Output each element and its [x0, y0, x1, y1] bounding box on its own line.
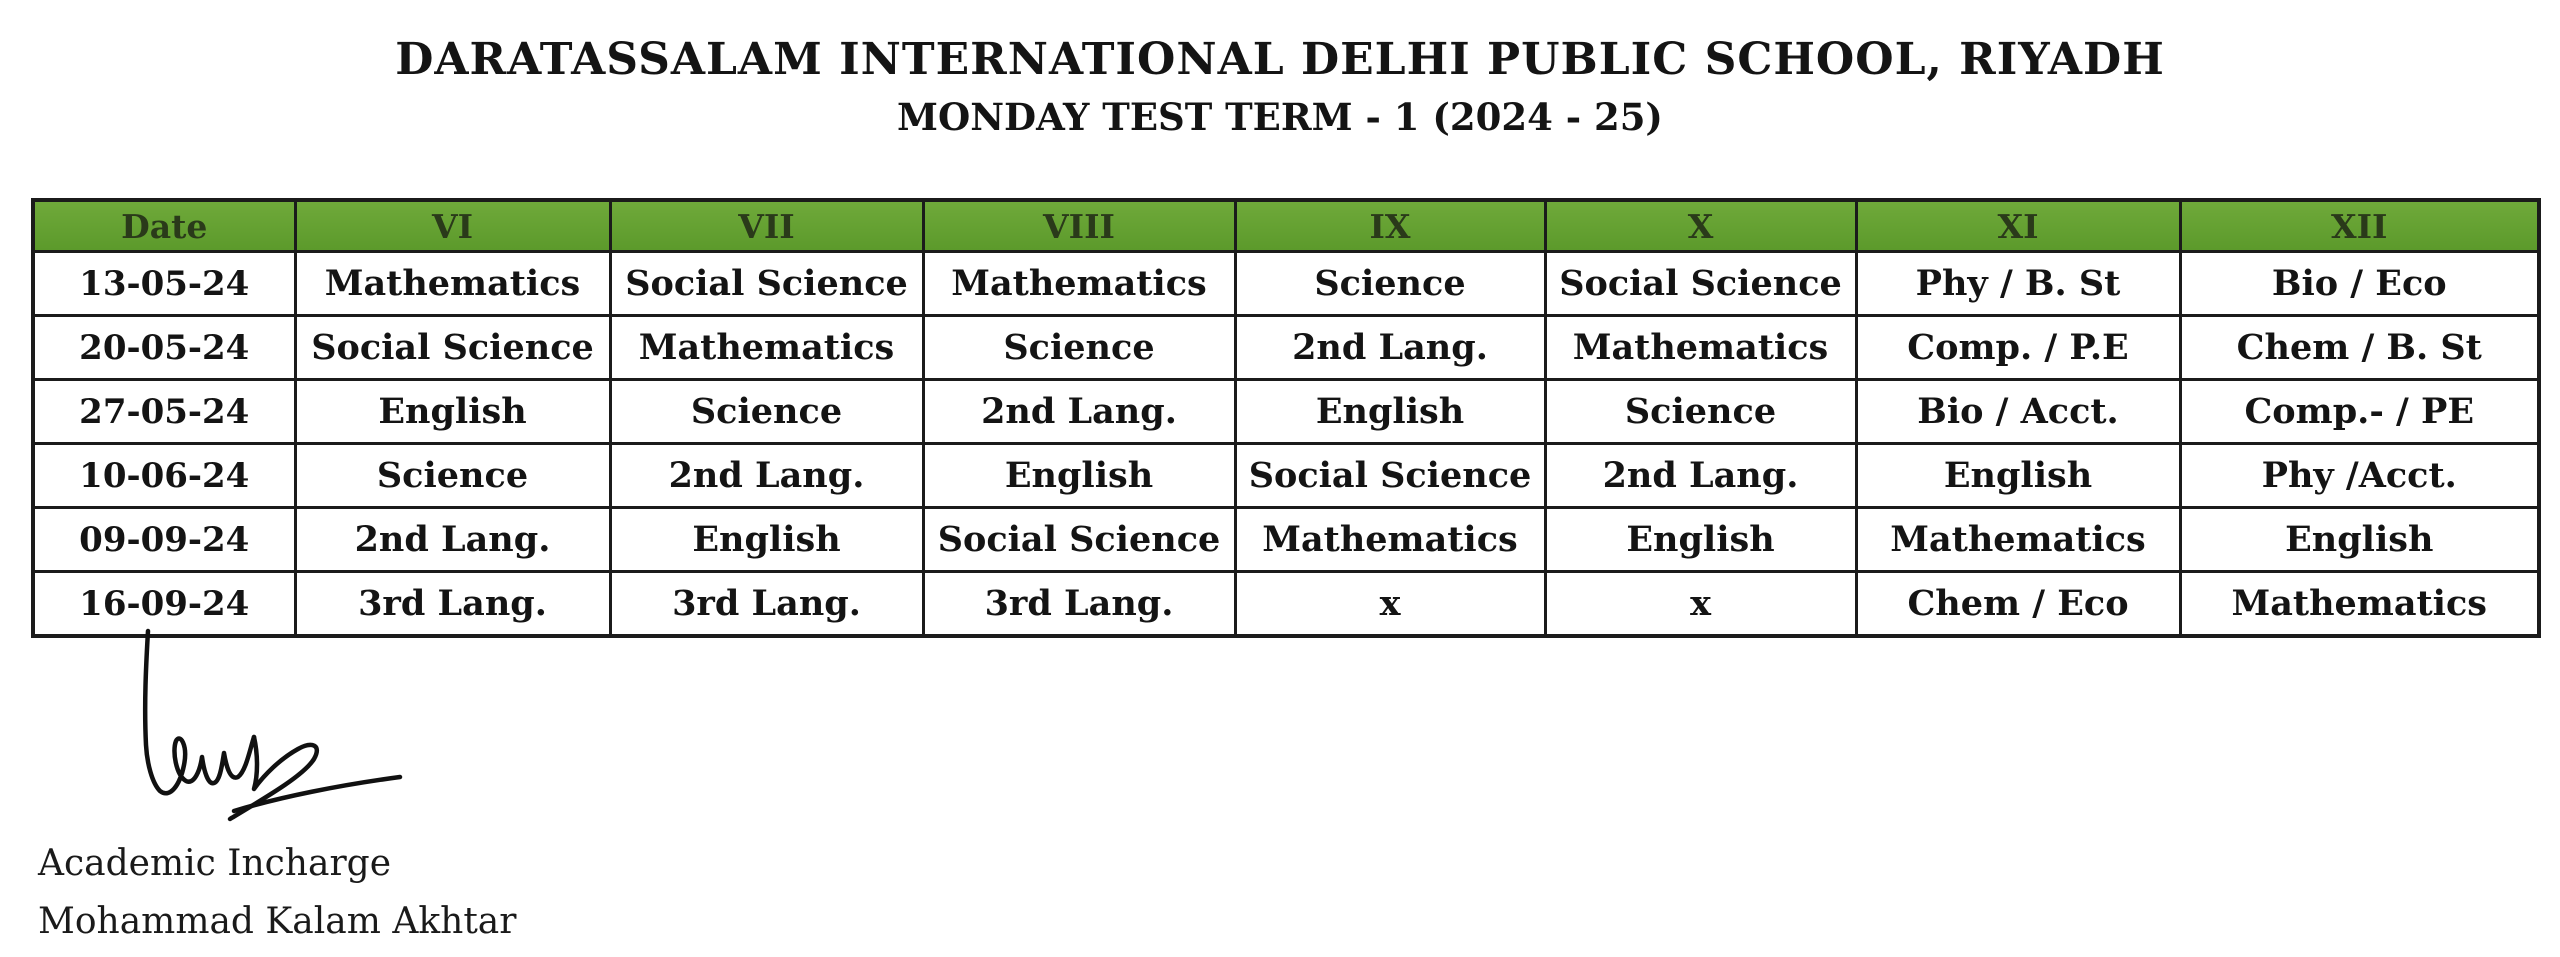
subject-cell: English — [1235, 380, 1545, 444]
subject-cell: Mathematics — [610, 316, 923, 380]
subject-cell: Science — [1545, 380, 1856, 444]
subject-cell: Science — [610, 380, 923, 444]
subject-cell: Mathematics — [923, 252, 1235, 316]
subject-cell: Mathematics — [2180, 572, 2539, 637]
subject-cell: Chem / Eco — [1856, 572, 2180, 637]
subject-cell: 2nd Lang. — [923, 380, 1235, 444]
subject-cell: Social Science — [610, 252, 923, 316]
column-header-xi: XI — [1856, 200, 2180, 252]
subject-cell: Bio / Eco — [2180, 252, 2539, 316]
column-header-ix: IX — [1235, 200, 1545, 252]
subject-cell: Mathematics — [1235, 508, 1545, 572]
subject-cell: Mathematics — [1856, 508, 2180, 572]
subject-cell: Science — [295, 444, 610, 508]
subject-cell: 2nd Lang. — [610, 444, 923, 508]
column-header-x: X — [1545, 200, 1856, 252]
table-row — [33, 508, 2539, 572]
subject-cell: 2nd Lang. — [1235, 316, 1545, 380]
subject-cell: Social Science — [923, 508, 1235, 572]
header-row — [33, 200, 2539, 252]
subject-cell: Chem / B. St — [2180, 316, 2539, 380]
date-cell: 09-09-24 — [33, 508, 295, 572]
subject-cell: Mathematics — [295, 252, 610, 316]
column-header-viii: VIII — [923, 200, 1235, 252]
date-cell: 27-05-24 — [33, 380, 295, 444]
signatory-name: Mohammad Kalam Akhtar — [38, 901, 517, 942]
handwritten-signature — [130, 625, 420, 845]
date-cell: 10-06-24 — [33, 444, 295, 508]
subject-cell: 2nd Lang. — [295, 508, 610, 572]
subject-cell: English — [1545, 508, 1856, 572]
subject-cell: Comp. / P.E — [1856, 316, 2180, 380]
subject-cell: 3rd Lang. — [610, 572, 923, 637]
subject-cell: Science — [1235, 252, 1545, 316]
school-name: DARATASSALAM INTERNATIONAL DELHI PUBLIC SCHOOL, RIYADH — [395, 34, 2165, 85]
schedule-table — [31, 198, 2541, 638]
table-row — [33, 252, 2539, 316]
column-header-date: Date — [33, 200, 295, 252]
subject-cell: x — [1545, 572, 1856, 637]
column-header-vi: VI — [295, 200, 610, 252]
subject-cell: Phy / B. St — [1856, 252, 2180, 316]
subject-cell: x — [1235, 572, 1545, 637]
date-cell: 20-05-24 — [33, 316, 295, 380]
subject-cell: English — [610, 508, 923, 572]
subject-cell: Bio / Acct. — [1856, 380, 2180, 444]
subject-cell: Social Science — [295, 316, 610, 380]
column-header-vii: VII — [610, 200, 923, 252]
subject-cell: 3rd Lang. — [923, 572, 1235, 637]
subject-cell: English — [1856, 444, 2180, 508]
column-header-xii: XII — [2180, 200, 2539, 252]
table-row — [33, 380, 2539, 444]
subject-cell: Social Science — [1545, 252, 1856, 316]
date-cell: 13-05-24 — [33, 252, 295, 316]
subject-cell: Social Science — [1235, 444, 1545, 508]
date-cell: 16-09-24 — [33, 572, 295, 637]
subject-cell: Science — [923, 316, 1235, 380]
subject-cell: Comp.- / PE — [2180, 380, 2539, 444]
table-row — [33, 444, 2539, 508]
signatory-role: Academic Incharge — [38, 843, 392, 884]
subject-cell: English — [923, 444, 1235, 508]
subject-cell: English — [295, 380, 610, 444]
subject-cell: English — [2180, 508, 2539, 572]
table-row — [33, 316, 2539, 380]
subject-cell: Mathematics — [1545, 316, 1856, 380]
subject-cell: Phy /Acct. — [2180, 444, 2539, 508]
subject-cell: 2nd Lang. — [1545, 444, 1856, 508]
subject-cell: 3rd Lang. — [295, 572, 610, 637]
test-title: MONDAY TEST TERM - 1 (2024 - 25) — [897, 95, 1663, 139]
